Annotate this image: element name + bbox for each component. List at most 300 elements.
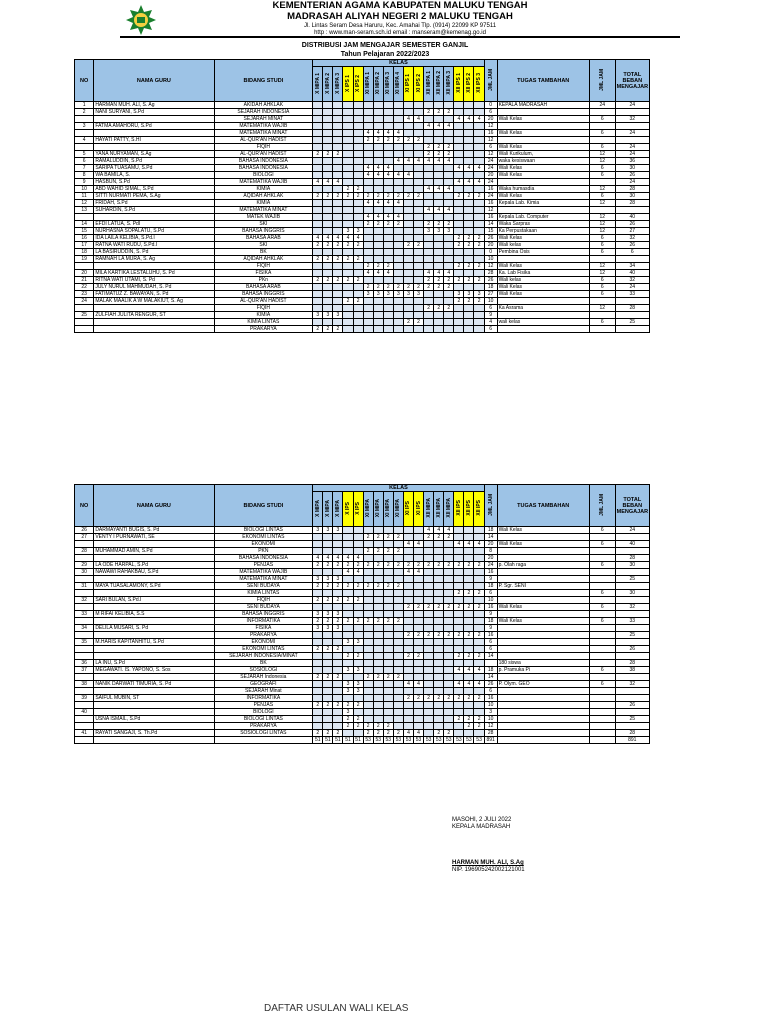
cell-jml: 18 bbox=[484, 527, 497, 534]
document-title bbox=[200, 41, 570, 59]
cell-jam: 2 bbox=[444, 305, 454, 312]
cell-jam: 2 bbox=[403, 284, 413, 291]
cell-jam bbox=[343, 249, 353, 256]
cell-jam: 2 bbox=[353, 562, 363, 569]
cell-jam: 2 bbox=[393, 193, 403, 200]
cell-jam bbox=[343, 151, 353, 158]
cell-jam: 4 bbox=[363, 165, 373, 172]
cell-jam: 2 bbox=[434, 277, 444, 284]
cell-jam bbox=[454, 130, 464, 137]
cell-jam bbox=[474, 249, 484, 256]
cell-jam bbox=[383, 228, 393, 235]
cell-jam: 2 bbox=[414, 562, 424, 569]
cell-jam: 4 bbox=[444, 123, 454, 130]
total-kelas: 53 bbox=[363, 737, 373, 744]
cell-jam: 2 bbox=[383, 618, 393, 625]
cell-jam: 4 bbox=[424, 186, 434, 193]
cell-jam bbox=[424, 263, 434, 270]
cell-tugas bbox=[497, 298, 589, 305]
cell-jam bbox=[424, 102, 434, 109]
cell-jam: 4 bbox=[363, 214, 373, 221]
cell-jam: 4 bbox=[403, 116, 413, 123]
cell-jam: 2 bbox=[373, 583, 383, 590]
kelas-header: XII IPS bbox=[454, 492, 464, 527]
cell-jam: 2 bbox=[434, 604, 444, 611]
cell-jam bbox=[464, 221, 474, 228]
cell-jam bbox=[343, 604, 353, 611]
cell-jml: 14 bbox=[484, 534, 497, 541]
cell-jam bbox=[343, 102, 353, 109]
cell-jam: 4 bbox=[403, 569, 413, 576]
kelas-header: XI MIPA bbox=[393, 492, 403, 527]
cell-jam bbox=[383, 681, 393, 688]
cell-jam bbox=[444, 716, 454, 723]
cell-jam: 2 bbox=[343, 256, 353, 263]
cell-jam: 2 bbox=[313, 242, 323, 249]
cell-tugas: Wali Kurikulum, bbox=[497, 151, 589, 158]
cell-jam: 3 bbox=[333, 527, 343, 534]
cell-tugas: p. Pramuka Pi bbox=[497, 667, 589, 674]
cell-jam bbox=[444, 709, 454, 716]
cell-jam bbox=[474, 730, 484, 737]
cell-jam bbox=[424, 165, 434, 172]
cell-jam bbox=[403, 130, 413, 137]
cell-jam bbox=[383, 660, 393, 667]
cell-jam bbox=[424, 137, 434, 144]
cell-jam bbox=[373, 555, 383, 562]
cell-jam bbox=[403, 312, 413, 319]
cell-jam: 4 bbox=[434, 527, 444, 534]
cell-jam: 2 bbox=[343, 597, 353, 604]
cell-jam bbox=[464, 144, 474, 151]
cell-jam: 2 bbox=[313, 256, 323, 263]
cell-total: 25 bbox=[615, 716, 649, 723]
cell-jam: 2 bbox=[363, 674, 373, 681]
cell-jml2: 12 bbox=[589, 270, 615, 277]
title-line1: DISTRIBUSI JAM MENGAJAR SEMESTER GANJIL bbox=[301, 42, 469, 49]
cell-bidang: AL-QUR'AN HADIST bbox=[214, 137, 313, 144]
cell-total bbox=[615, 723, 649, 730]
col-jml-jam: JML JAM bbox=[484, 485, 497, 527]
cell-jam bbox=[464, 123, 474, 130]
cell-tugas bbox=[497, 534, 589, 541]
cell-jam: 2 bbox=[323, 674, 333, 681]
cell-jam: 3 bbox=[403, 291, 413, 298]
cell-total bbox=[615, 639, 649, 646]
cell-jam bbox=[403, 165, 413, 172]
col-jml-jam-2: JML JAM bbox=[589, 60, 615, 102]
cell-jam bbox=[333, 319, 343, 326]
cell-jam bbox=[464, 284, 474, 291]
cell-jam bbox=[464, 312, 474, 319]
cell-jam bbox=[414, 312, 424, 319]
cell-jam bbox=[403, 611, 413, 618]
cell-jam: 4 bbox=[434, 123, 444, 130]
cell-jam bbox=[373, 158, 383, 165]
total-kelas: 53 bbox=[444, 737, 454, 744]
cell-jam bbox=[454, 597, 464, 604]
cell-no bbox=[75, 702, 94, 709]
cell-jam bbox=[434, 674, 444, 681]
cell-jml2 bbox=[589, 730, 615, 737]
cell-nama: IDA LAILA KELIBIA, S.Pd.I bbox=[94, 235, 214, 242]
cell-total: 26 bbox=[615, 221, 649, 228]
cell-jam: 4 bbox=[424, 207, 434, 214]
cell-jam bbox=[403, 646, 413, 653]
cell-jam bbox=[414, 207, 424, 214]
cell-jam bbox=[434, 242, 444, 249]
cell-jam bbox=[353, 116, 363, 123]
cell-jam: 2 bbox=[393, 137, 403, 144]
cell-jam bbox=[353, 625, 363, 632]
cell-no: 8 bbox=[75, 172, 94, 179]
cell-jam bbox=[414, 249, 424, 256]
cell-jam bbox=[464, 172, 474, 179]
cell-jam: 2 bbox=[464, 604, 474, 611]
cell-jam bbox=[403, 151, 413, 158]
cell-jam bbox=[353, 172, 363, 179]
cell-bidang: MATEK WAJIB bbox=[214, 214, 313, 221]
cell-jam: 2 bbox=[333, 674, 343, 681]
cell-jam: 4 bbox=[464, 667, 474, 674]
cell-jam bbox=[393, 590, 403, 597]
cell-jam bbox=[313, 102, 323, 109]
cell-jam: 2 bbox=[454, 632, 464, 639]
cell-jam bbox=[383, 709, 393, 716]
cell-jam: 2 bbox=[464, 562, 474, 569]
cell-jml2 bbox=[589, 179, 615, 186]
cell-no: 6 bbox=[75, 158, 94, 165]
cell-jam bbox=[403, 667, 413, 674]
cell-jam bbox=[343, 548, 353, 555]
cell-jml: 6 bbox=[484, 590, 497, 597]
cell-bidang: MATEMATIKA MINAT bbox=[214, 130, 313, 137]
cell-nama: RAYATI SANGAJI, S. Th.Pd bbox=[94, 730, 214, 737]
cell-nama: HAYATI PATTY, S.HI bbox=[94, 137, 214, 144]
cell-jam bbox=[424, 709, 434, 716]
kelas-header: X IPS bbox=[343, 492, 353, 527]
cell-nama bbox=[94, 116, 214, 123]
cell-jam: 2 bbox=[333, 618, 343, 625]
total-kelas: 53 bbox=[424, 737, 434, 744]
cell-jam: 2 bbox=[454, 193, 464, 200]
cell-jam bbox=[403, 109, 413, 116]
cell-jam bbox=[313, 214, 323, 221]
cell-jam: 2 bbox=[313, 674, 323, 681]
cell-jam bbox=[403, 186, 413, 193]
cell-jam bbox=[434, 312, 444, 319]
cell-jam: 2 bbox=[464, 263, 474, 270]
col-nama-guru: NAMA GURU bbox=[94, 485, 214, 527]
cell-jml2 bbox=[589, 639, 615, 646]
cell-bidang: AL-QUR'AN HADIST bbox=[214, 151, 313, 158]
cell-jam: 2 bbox=[343, 583, 353, 590]
cell-jam bbox=[363, 326, 373, 333]
cell-nama bbox=[94, 319, 214, 326]
cell-jam bbox=[373, 144, 383, 151]
cell-jam bbox=[434, 660, 444, 667]
cell-jam bbox=[474, 576, 484, 583]
cell-jam bbox=[444, 298, 454, 305]
cell-jml2: 6 bbox=[589, 235, 615, 242]
cell-jam bbox=[464, 130, 474, 137]
cell-total bbox=[615, 583, 649, 590]
cell-jam bbox=[434, 653, 444, 660]
cell-jam: 3 bbox=[454, 291, 464, 298]
cell-jam bbox=[393, 116, 403, 123]
table-row bbox=[75, 263, 650, 270]
cell-jam bbox=[333, 172, 343, 179]
cell-jam bbox=[454, 723, 464, 730]
cell-jam bbox=[373, 716, 383, 723]
cell-jam bbox=[474, 270, 484, 277]
cell-tugas bbox=[497, 576, 589, 583]
cell-jam bbox=[403, 590, 413, 597]
kelas-header: XII IPS 2 bbox=[464, 67, 474, 102]
cell-no: 10 bbox=[75, 186, 94, 193]
cell-total bbox=[615, 256, 649, 263]
cell-jam: 4 bbox=[474, 667, 484, 674]
cell-jam bbox=[353, 541, 363, 548]
cell-jam bbox=[313, 228, 323, 235]
signature-block bbox=[452, 817, 511, 831]
cell-no bbox=[75, 214, 94, 221]
cell-no: 15 bbox=[75, 228, 94, 235]
cell-jam: 4 bbox=[464, 681, 474, 688]
cell-jml: 20 bbox=[484, 242, 497, 249]
cell-jam bbox=[403, 716, 413, 723]
cell-jam: 2 bbox=[414, 193, 424, 200]
cell-tugas bbox=[497, 123, 589, 130]
cell-jam: 4 bbox=[353, 569, 363, 576]
cell-jam bbox=[343, 527, 353, 534]
cell-jam bbox=[414, 235, 424, 242]
cell-jam bbox=[373, 207, 383, 214]
cell-jam bbox=[323, 569, 333, 576]
cell-jam bbox=[323, 221, 333, 228]
cell-jam: 2 bbox=[323, 242, 333, 249]
cell-jml: 20 bbox=[484, 555, 497, 562]
cell-jml2: 6 bbox=[589, 144, 615, 151]
cell-jml: 26 bbox=[484, 277, 497, 284]
cell-bidang: BAHASA INDONESIA bbox=[214, 165, 313, 172]
cell-jam: 3 bbox=[444, 228, 454, 235]
cell-bidang: MATEMATIKA MINAT bbox=[214, 207, 313, 214]
cell-jam bbox=[333, 102, 343, 109]
cell-jam bbox=[474, 284, 484, 291]
cell-jam bbox=[343, 674, 353, 681]
cell-jam bbox=[414, 102, 424, 109]
cell-jam: 2 bbox=[363, 562, 373, 569]
cell-jam bbox=[464, 527, 474, 534]
cell-jam bbox=[474, 221, 484, 228]
table-row bbox=[75, 569, 650, 576]
cell-total: 24 bbox=[615, 151, 649, 158]
cell-jam: 3 bbox=[313, 527, 323, 534]
cell-jam bbox=[383, 541, 393, 548]
cell-jam bbox=[353, 221, 363, 228]
cell-jam: 2 bbox=[424, 284, 434, 291]
cell-jam: 4 bbox=[464, 165, 474, 172]
cell-jam bbox=[474, 200, 484, 207]
cell-jml: 12 bbox=[484, 123, 497, 130]
cell-jam bbox=[474, 151, 484, 158]
cell-jam: 2 bbox=[323, 256, 333, 263]
cell-tugas: Wali Kelas bbox=[497, 130, 589, 137]
kelas-header: XII MIPA bbox=[444, 492, 454, 527]
cell-jam: 2 bbox=[383, 263, 393, 270]
cell-jam bbox=[373, 688, 383, 695]
table-row bbox=[75, 200, 650, 207]
cell-jam bbox=[454, 674, 464, 681]
cell-jam bbox=[323, 109, 333, 116]
cell-jam bbox=[333, 534, 343, 541]
cell-jam bbox=[424, 193, 434, 200]
cell-jam: 2 bbox=[333, 193, 343, 200]
cell-jam: 4 bbox=[454, 667, 464, 674]
total-kelas: 53 bbox=[474, 737, 484, 744]
cell-jam bbox=[313, 716, 323, 723]
cell-nama bbox=[94, 144, 214, 151]
table-row bbox=[75, 576, 650, 583]
table-row bbox=[75, 646, 650, 653]
cell-jam bbox=[434, 688, 444, 695]
cell-jml: 6 bbox=[484, 639, 497, 646]
cell-jml2: 6 bbox=[589, 242, 615, 249]
cell-no bbox=[75, 688, 94, 695]
cell-no: 4 bbox=[75, 137, 94, 144]
cell-jam bbox=[393, 555, 403, 562]
cell-jam bbox=[353, 179, 363, 186]
cell-jam: 2 bbox=[313, 562, 323, 569]
cell-jam bbox=[393, 576, 403, 583]
kelas-header: XI MIPA 1 bbox=[363, 67, 373, 102]
cell-jml2 bbox=[589, 298, 615, 305]
kelas-header: XI MIPA bbox=[373, 492, 383, 527]
cell-jam bbox=[373, 681, 383, 688]
cell-jam bbox=[444, 646, 454, 653]
cell-tugas: Ka Perpustakaan bbox=[497, 228, 589, 235]
cell-jam: 2 bbox=[444, 277, 454, 284]
cell-jam bbox=[464, 646, 474, 653]
cell-jam bbox=[373, 326, 383, 333]
cell-jam bbox=[333, 207, 343, 214]
cell-total bbox=[615, 625, 649, 632]
cell-no bbox=[75, 541, 94, 548]
cell-jml2: 6 bbox=[589, 667, 615, 674]
cell-jam bbox=[373, 277, 383, 284]
cell-jam bbox=[424, 597, 434, 604]
cell-jml: 6 bbox=[484, 305, 497, 312]
cell-jml2: 6 bbox=[589, 541, 615, 548]
cell-jam: 2 bbox=[313, 702, 323, 709]
cell-jam bbox=[383, 235, 393, 242]
header-line2: MADRASAH ALIYAH NEGERI 2 MALUKU TENGAH bbox=[287, 11, 513, 22]
cell-jam bbox=[343, 130, 353, 137]
cell-jam bbox=[343, 541, 353, 548]
cell-nama bbox=[94, 130, 214, 137]
cell-jam bbox=[333, 109, 343, 116]
cell-jam bbox=[333, 604, 343, 611]
cell-jam bbox=[373, 123, 383, 130]
cell-jam: 2 bbox=[343, 702, 353, 709]
cell-jam bbox=[474, 639, 484, 646]
table-row bbox=[75, 667, 650, 674]
cell-jam bbox=[363, 590, 373, 597]
cell-jam bbox=[434, 249, 444, 256]
cell-jam: 2 bbox=[403, 632, 413, 639]
cell-jam: 3 bbox=[333, 312, 343, 319]
cell-jam: 4 bbox=[474, 541, 484, 548]
cell-jam bbox=[373, 646, 383, 653]
cell-jam bbox=[393, 102, 403, 109]
cell-jam bbox=[383, 144, 393, 151]
cell-jam bbox=[414, 109, 424, 116]
cell-jam bbox=[363, 625, 373, 632]
cell-total: 32 bbox=[615, 277, 649, 284]
cell-jam: 4 bbox=[454, 541, 464, 548]
cell-jam bbox=[403, 144, 413, 151]
cell-jam: 2 bbox=[333, 277, 343, 284]
cell-jam bbox=[363, 639, 373, 646]
cell-jam bbox=[444, 667, 454, 674]
cell-tugas: Wali Kelas bbox=[497, 604, 589, 611]
cell-bidang: BAHASA ARAB bbox=[214, 284, 313, 291]
table-row bbox=[75, 555, 650, 562]
cell-jam bbox=[373, 569, 383, 576]
cell-jam: 4 bbox=[373, 270, 383, 277]
cell-tugas bbox=[497, 207, 589, 214]
kelas-header: XI MIPA bbox=[363, 492, 373, 527]
cell-jam bbox=[474, 214, 484, 221]
cell-jam bbox=[393, 256, 403, 263]
cell-jam: 4 bbox=[333, 555, 343, 562]
cell-jam bbox=[464, 730, 474, 737]
cell-bidang: SOSIOLOGI bbox=[214, 667, 313, 674]
cell-bidang: SEJARAH INDONESIA bbox=[214, 109, 313, 116]
cell-jam bbox=[464, 597, 474, 604]
cell-jam: 3 bbox=[343, 639, 353, 646]
cell-nama: ZULFIAH JULITA RENGUR, ST bbox=[94, 312, 214, 319]
cell-jam bbox=[434, 130, 444, 137]
cell-jam bbox=[434, 214, 444, 221]
cell-jam: 2 bbox=[373, 674, 383, 681]
cell-bidang: AQIDAH AHKLAK bbox=[214, 256, 313, 263]
cell-no bbox=[75, 116, 94, 123]
cell-jam bbox=[414, 709, 424, 716]
cell-jam: 2 bbox=[393, 221, 403, 228]
cell-jam bbox=[464, 228, 474, 235]
cell-jml: 16 bbox=[484, 604, 497, 611]
cell-jml2 bbox=[589, 632, 615, 639]
cell-jam bbox=[313, 284, 323, 291]
cell-jam bbox=[323, 137, 333, 144]
cell-jam bbox=[313, 207, 323, 214]
cell-jml: 16 bbox=[484, 632, 497, 639]
cell-jam bbox=[424, 618, 434, 625]
cell-jam bbox=[333, 221, 343, 228]
cell-jam bbox=[393, 709, 403, 716]
cell-jam bbox=[434, 263, 444, 270]
cell-jam: 2 bbox=[424, 562, 434, 569]
cell-jam bbox=[353, 207, 363, 214]
cell-tugas: Wali Kelas bbox=[497, 263, 589, 270]
cell-jam: 4 bbox=[323, 555, 333, 562]
cell-jam bbox=[333, 200, 343, 207]
cell-no: 39 bbox=[75, 695, 94, 702]
cell-jam: 2 bbox=[353, 597, 363, 604]
total-kelas: 53 bbox=[373, 737, 383, 744]
